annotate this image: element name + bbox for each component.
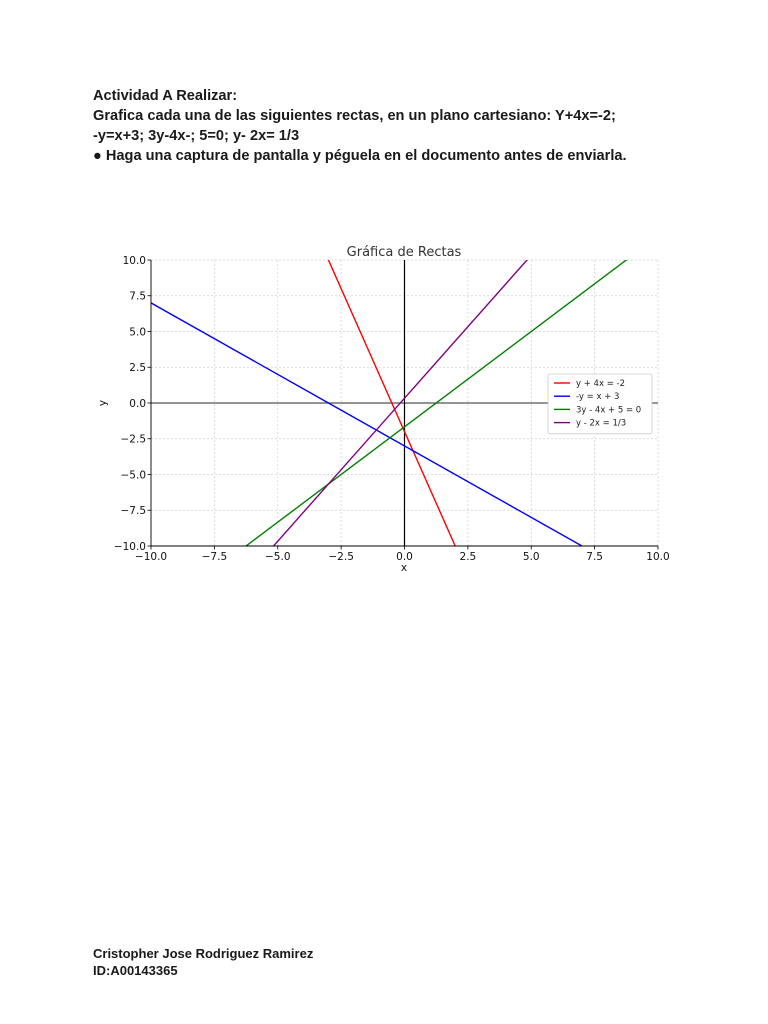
x-tick-label: 7.5 — [586, 551, 603, 563]
author-name: Cristopher Jose Rodriguez Ramirez — [93, 946, 314, 961]
bullet-text: Haga una captura de pantalla y péguela en el documento antes de enviarla. — [105, 148, 627, 164]
y-tick-labels — [114, 255, 146, 553]
y-axis-label: y — [97, 399, 109, 407]
y-tick-label: 0.0 — [129, 397, 146, 410]
bullet-icon: ● — [93, 148, 102, 164]
author-id: ID:A00143365 — [93, 963, 178, 978]
y-tick-label: −2.5 — [120, 433, 146, 446]
x-axis-label: x — [400, 562, 408, 574]
chart-legend — [548, 374, 652, 434]
x-tick-label: −5.0 — [265, 551, 291, 563]
x-tick-label: 0.0 — [396, 551, 413, 563]
line-chart — [96, 238, 676, 578]
legend-entry: 3y - 4x + 5 = 0 — [576, 405, 642, 416]
y-tick-label: 10.0 — [122, 254, 146, 267]
author-footer — [93, 945, 313, 979]
y-tick-label: −10.0 — [113, 540, 146, 553]
y-tick-label: −5.0 — [120, 469, 146, 482]
bullet-instruction — [93, 146, 675, 166]
legend-entry: y + 4x = -2 — [576, 379, 625, 389]
instruction-line-1: Grafica cada una de las siguientes rectas, en un plano cartesiano: Y+4x=-2; — [93, 108, 616, 124]
activity-text — [93, 86, 675, 166]
y-tick-label: 5.0 — [129, 326, 146, 339]
legend-entry: y - 2x = 1/3 — [576, 418, 627, 429]
x-tick-label: 5.0 — [522, 551, 540, 563]
activity-heading: Actividad A Realizar: — [93, 88, 238, 104]
x-tick-label: −7.5 — [201, 551, 228, 563]
x-tick-label: −2.5 — [328, 551, 354, 563]
y-tick-label: 7.5 — [129, 290, 146, 303]
legend-entry: -y = x + 3 — [576, 392, 620, 403]
instruction-line-2: -y=x+3; 3y-4x-; 5=0; y- 2x= 1/3 — [93, 128, 300, 144]
y-tick-label: 2.5 — [129, 362, 146, 375]
chart-canvas — [96, 238, 676, 578]
x-tick-label: 10.0 — [646, 551, 670, 563]
y-tick-label: −7.5 — [120, 505, 146, 518]
chart-title: Gráfica de Rectas — [346, 245, 462, 260]
x-tick-label: −10.0 — [134, 551, 168, 563]
x-tick-label: 2.5 — [459, 551, 477, 563]
